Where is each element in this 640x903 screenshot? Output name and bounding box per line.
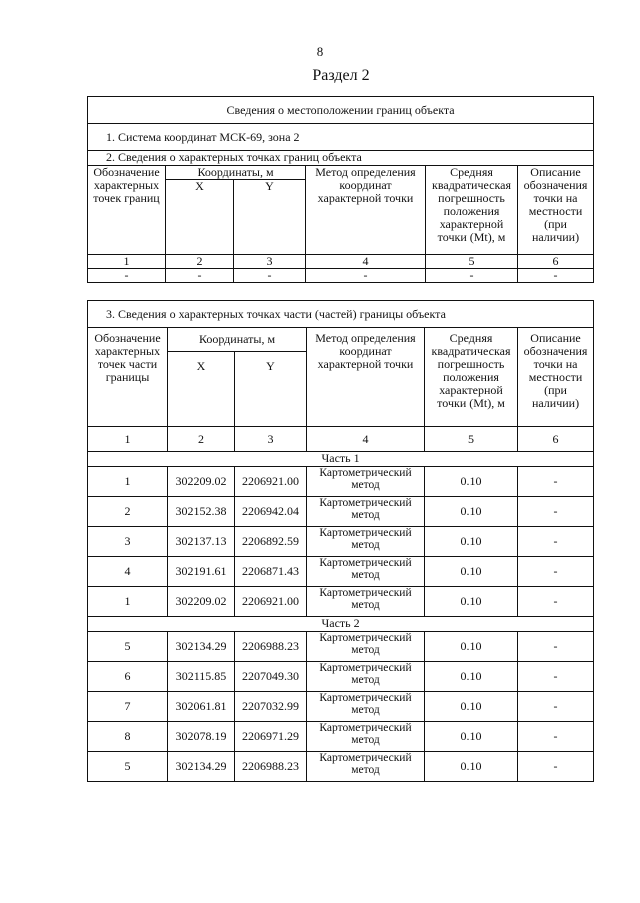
col-mean-error: Средняя квадратическая погрешность положения характерной точки (Mt), м <box>426 166 518 255</box>
point-number: 1 <box>88 587 168 617</box>
col-description: Описание обозначения точки на местности (при наличии) <box>518 328 594 427</box>
x-value: 302209.02 <box>168 467 235 497</box>
column-number: 5 <box>425 427 518 452</box>
point-number: 8 <box>88 722 168 752</box>
description-value: - <box>518 722 594 752</box>
x-value: 302134.29 <box>168 632 235 662</box>
table1-subheading: 2. Сведения о характерных точках границ объекта <box>88 151 594 166</box>
mt-value: 0.10 <box>425 587 518 617</box>
mt-value: 0.10 <box>425 527 518 557</box>
description-value: - <box>518 497 594 527</box>
column-number: 5 <box>426 255 518 269</box>
table-row <box>88 497 594 527</box>
table-row <box>88 722 594 752</box>
mt-value: 0.10 <box>425 662 518 692</box>
description-value: - <box>518 662 594 692</box>
mt-value: 0.10 <box>425 632 518 662</box>
method-value: Картометрический метод <box>307 557 425 587</box>
point-number: 3 <box>88 527 168 557</box>
column-number: 6 <box>518 427 594 452</box>
column-number: 6 <box>518 255 594 269</box>
col-method: Метод определения координат характерной точки <box>307 328 425 427</box>
x-value: 302152.38 <box>168 497 235 527</box>
description-value: - <box>518 557 594 587</box>
point-number: 2 <box>88 497 168 527</box>
point-number: 5 <box>88 752 168 782</box>
x-value: 302061.81 <box>168 692 235 722</box>
empty-cell: - <box>166 269 234 283</box>
x-value: 302078.19 <box>168 722 235 752</box>
col-mean-error: Средняя квадратическая погрешность положения характерной точки (Mt), м <box>425 328 518 427</box>
description-value: - <box>518 527 594 557</box>
y-value: 2206988.23 <box>235 632 307 662</box>
col-coordinates: Координаты, м <box>166 166 306 180</box>
empty-cell: - <box>426 269 518 283</box>
column-number: 2 <box>166 255 234 269</box>
x-value: 302137.13 <box>168 527 235 557</box>
description-value: - <box>518 752 594 782</box>
method-value: Картометрический метод <box>307 467 425 497</box>
column-number: 3 <box>235 427 307 452</box>
table1-heading: Сведения о местоположении границ объекта <box>88 97 594 124</box>
mt-value: 0.10 <box>425 722 518 752</box>
x-value: 302209.02 <box>168 587 235 617</box>
col-x: X <box>166 180 234 255</box>
y-value: 2206921.00 <box>235 467 307 497</box>
empty-cell: - <box>88 269 166 283</box>
y-value: 2206921.00 <box>235 587 307 617</box>
method-value: Картометрический метод <box>307 722 425 752</box>
column-number: 4 <box>307 427 425 452</box>
table-row <box>88 587 594 617</box>
method-value: Картометрический метод <box>307 632 425 662</box>
empty-cell: - <box>306 269 426 283</box>
method-value: Картометрический метод <box>307 692 425 722</box>
y-value: 2206988.23 <box>235 752 307 782</box>
method-value: Картометрический метод <box>307 497 425 527</box>
empty-cell: - <box>518 269 594 283</box>
column-number: 2 <box>168 427 235 452</box>
table-row <box>88 467 594 497</box>
point-number: 7 <box>88 692 168 722</box>
column-number: 4 <box>306 255 426 269</box>
table-row <box>88 692 594 722</box>
x-value: 302191.61 <box>168 557 235 587</box>
section-title: Раздел 2 <box>312 67 370 84</box>
description-value: - <box>518 692 594 722</box>
column-number: 3 <box>234 255 306 269</box>
y-value: 2207032.99 <box>235 692 307 722</box>
mt-value: 0.10 <box>425 497 518 527</box>
part-label: Часть 2 <box>88 617 594 632</box>
method-value: Картометрический метод <box>307 527 425 557</box>
point-number: 5 <box>88 632 168 662</box>
x-value: 302134.29 <box>168 752 235 782</box>
col-x: X <box>168 352 235 427</box>
table-row <box>88 632 594 662</box>
part-boundary-points-table <box>87 300 594 782</box>
col-coordinates: Координаты, м <box>168 328 307 352</box>
y-value: 2206942.04 <box>235 497 307 527</box>
table2-heading: 3. Сведения о характерных точках части (частей) границы объекта <box>88 301 594 328</box>
col-point-designation: Обозначение характерных точек части границы <box>88 328 168 427</box>
method-value: Картометрический метод <box>307 587 425 617</box>
col-description: Описание обозначения точки на местности (при наличии) <box>518 166 594 255</box>
col-y: Y <box>234 180 306 255</box>
point-number: 6 <box>88 662 168 692</box>
y-value: 2206892.59 <box>235 527 307 557</box>
col-point-designation: Обозначение характерных точек границ <box>88 166 166 255</box>
description-value: - <box>518 632 594 662</box>
method-value: Картометрический метод <box>307 662 425 692</box>
mt-value: 0.10 <box>425 467 518 497</box>
col-method: Метод определения координат характерной точки <box>306 166 426 255</box>
table-row <box>88 662 594 692</box>
boundary-location-table <box>87 96 594 283</box>
coordinate-system: 1. Система координат МСК-69, зона 2 <box>88 124 594 151</box>
y-value: 2207049.30 <box>235 662 307 692</box>
y-value: 2206971.29 <box>235 722 307 752</box>
part-label: Часть 1 <box>88 452 594 467</box>
mt-value: 0.10 <box>425 752 518 782</box>
mt-value: 0.10 <box>425 692 518 722</box>
x-value: 302115.85 <box>168 662 235 692</box>
page-number: 8 <box>316 44 324 59</box>
column-number: 1 <box>88 255 166 269</box>
method-value: Картометрический метод <box>307 752 425 782</box>
point-number: 1 <box>88 467 168 497</box>
table-row <box>88 527 594 557</box>
table-row <box>88 557 594 587</box>
column-number: 1 <box>88 427 168 452</box>
description-value: - <box>518 587 594 617</box>
table-row <box>88 752 594 782</box>
point-number: 4 <box>88 557 168 587</box>
mt-value: 0.10 <box>425 557 518 587</box>
empty-cell: - <box>234 269 306 283</box>
description-value: - <box>518 467 594 497</box>
y-value: 2206871.43 <box>235 557 307 587</box>
col-y: Y <box>235 352 307 427</box>
